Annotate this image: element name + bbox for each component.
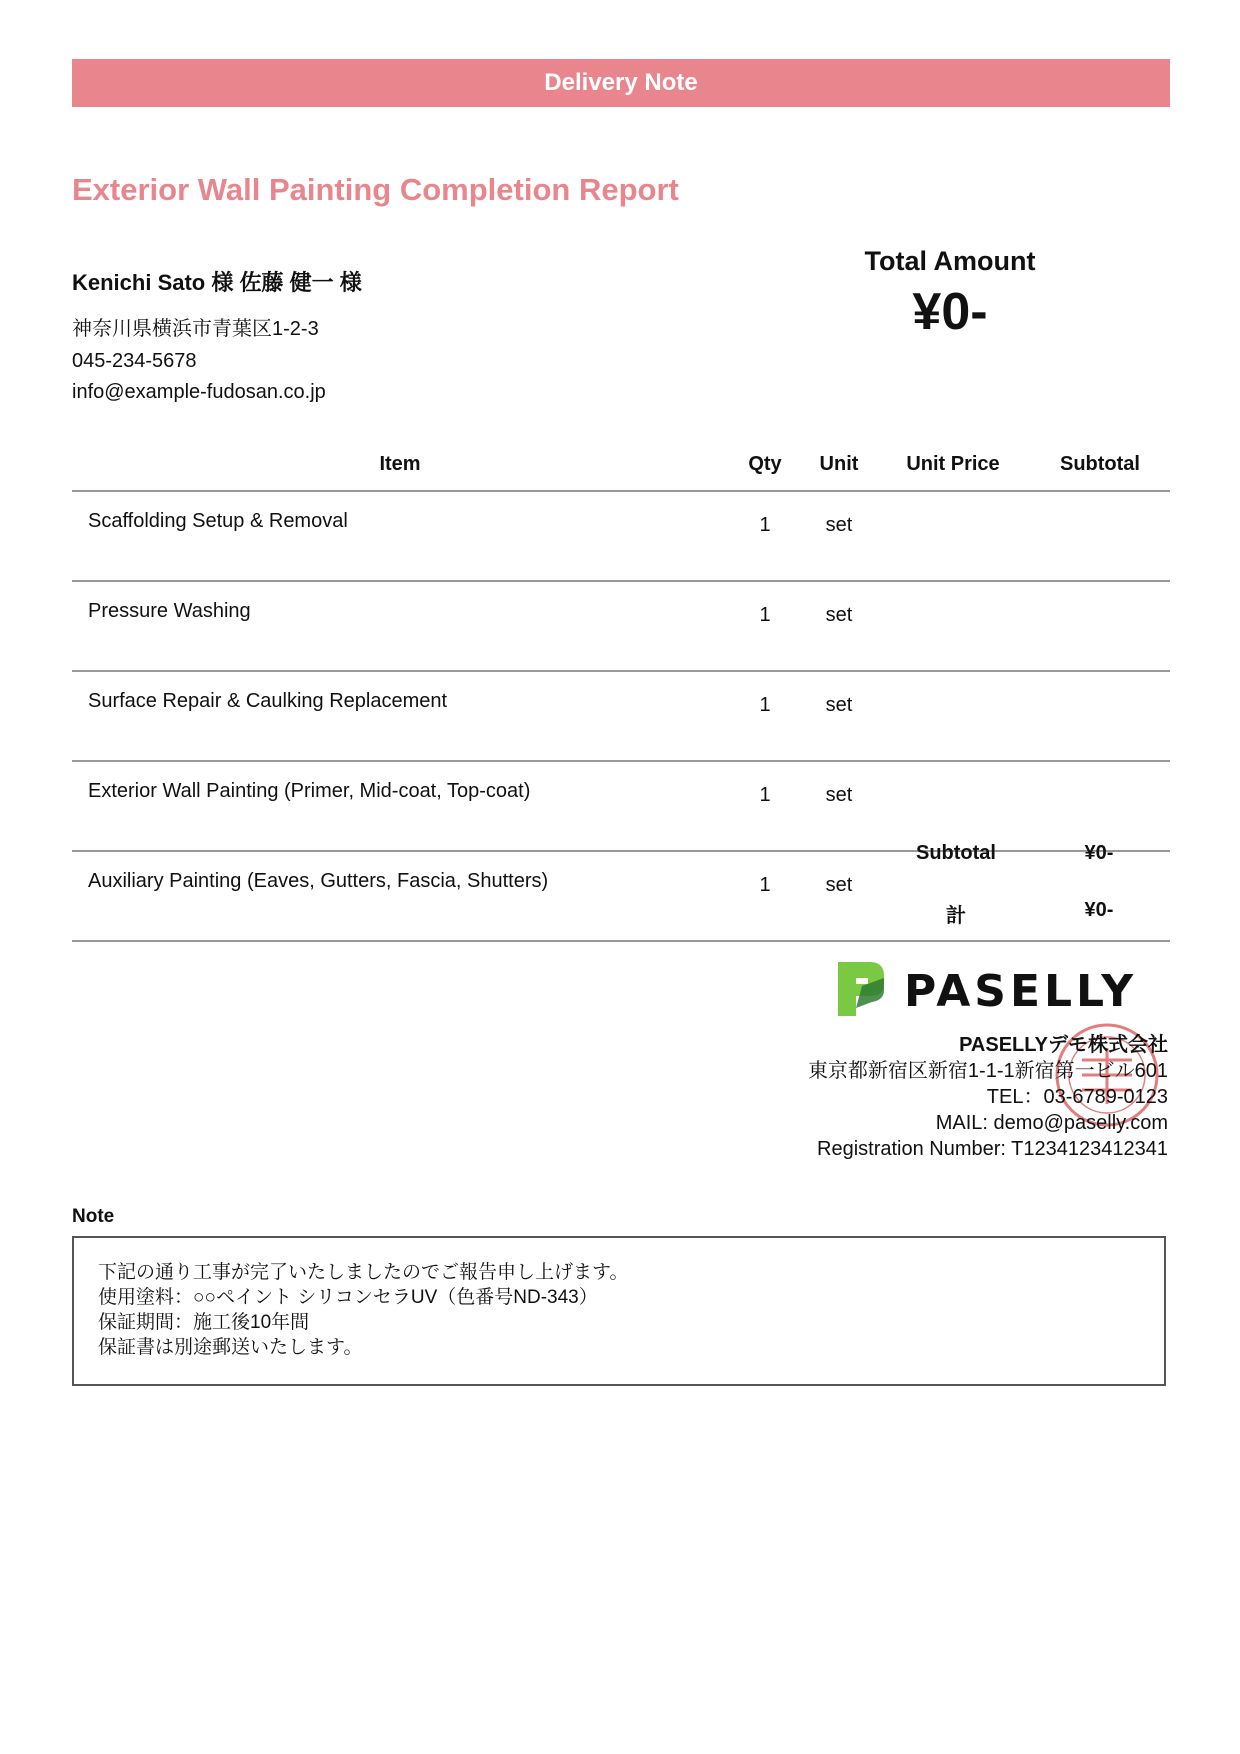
subtotal-label: Subtotal <box>916 842 996 864</box>
item-subtotal <box>1030 671 1170 761</box>
item-unit-price <box>876 581 1030 671</box>
item-name: Scaffolding Setup & Removal <box>72 491 728 581</box>
item-qty: 1 <box>728 761 802 851</box>
item-name: Exterior Wall Painting (Primer, Mid-coat, Top-coat) <box>72 761 728 851</box>
table-row <box>72 581 1170 671</box>
column-header-unit-price: Unit Price <box>876 438 1030 491</box>
item-unit: set <box>802 671 876 761</box>
customer-phone: 045-234-5678 <box>72 350 197 372</box>
document-title: Exterior Wall Painting Completion Report <box>72 172 679 207</box>
item-unit: set <box>802 491 876 581</box>
customer-address: 神奈川県横浜市青葉区1-2-3 <box>72 318 319 340</box>
item-unit-price <box>876 491 1030 581</box>
banner-text: Delivery Note <box>544 69 698 96</box>
total-amount-label: Total Amount <box>864 246 1036 276</box>
grand-total-value: ¥0- <box>1084 899 1114 921</box>
logo-mark-icon <box>838 962 884 1016</box>
company-address: 東京都新宿区新宿1-1-1新宿第一ビル601 <box>807 1060 1168 1082</box>
note-box <box>72 1236 1166 1386</box>
item-subtotal <box>1030 491 1170 581</box>
item-name: Auxiliary Painting (Eaves, Gutters, Fascia, Shutters) <box>72 851 728 941</box>
total-amount-value: ¥0- <box>912 283 988 341</box>
company-logo <box>836 956 1170 1024</box>
item-qty: 1 <box>728 581 802 671</box>
company-registration-number: Registration Number: T1234123412341 <box>817 1138 1168 1160</box>
item-subtotal <box>1030 581 1170 671</box>
item-unit: set <box>802 761 876 851</box>
column-header-unit: Unit <box>802 438 876 491</box>
company-mail: MAIL: demo@paselly.com <box>935 1112 1168 1134</box>
item-name: Pressure Washing <box>72 581 728 671</box>
column-header-subtotal: Subtotal <box>1030 438 1170 491</box>
column-header-item: Item <box>72 438 728 491</box>
note-line: 下記の通り工事が完了いたしましたのでご報告申し上げます。 <box>98 1262 629 1283</box>
customer-email: info@example-fudosan.co.jp <box>72 381 326 403</box>
item-unit: set <box>802 581 876 671</box>
company-tel: TEL：03-6789-0123 <box>986 1086 1168 1108</box>
table-header-row <box>72 438 1170 491</box>
table-row <box>72 671 1170 761</box>
document-type-banner <box>72 59 1170 107</box>
item-unit: set <box>802 851 876 941</box>
column-header-qty: Qty <box>728 438 802 491</box>
item-qty: 1 <box>728 671 802 761</box>
table-row <box>72 761 1170 851</box>
items-table <box>72 438 1170 942</box>
note-line: 使用塗料：○○ペイント シリコンセラUV（色番号ND-343） <box>98 1287 598 1308</box>
note-line: 保証期間：施工後10年間 <box>98 1312 310 1333</box>
item-qty: 1 <box>728 491 802 581</box>
table-row <box>72 491 1170 581</box>
item-unit-price <box>876 671 1030 761</box>
logo-wordmark: PASELLY <box>904 966 1138 1017</box>
note-label: Note <box>72 1206 115 1227</box>
company-info <box>808 1032 1168 1162</box>
item-qty: 1 <box>728 851 802 941</box>
item-unit-price <box>876 761 1030 851</box>
note-line: 保証書は別途郵送いたします。 <box>98 1337 363 1358</box>
item-name: Surface Repair & Caulking Replacement <box>72 671 728 761</box>
subtotal-value: ¥0- <box>1084 842 1114 864</box>
grand-total-label: 計 <box>946 905 966 927</box>
customer-name: Kenichi Sato 様 佐藤 健一 様 <box>72 270 362 295</box>
company-name: PASELLYデモ株式会社 <box>959 1034 1168 1056</box>
item-subtotal <box>1030 761 1170 851</box>
